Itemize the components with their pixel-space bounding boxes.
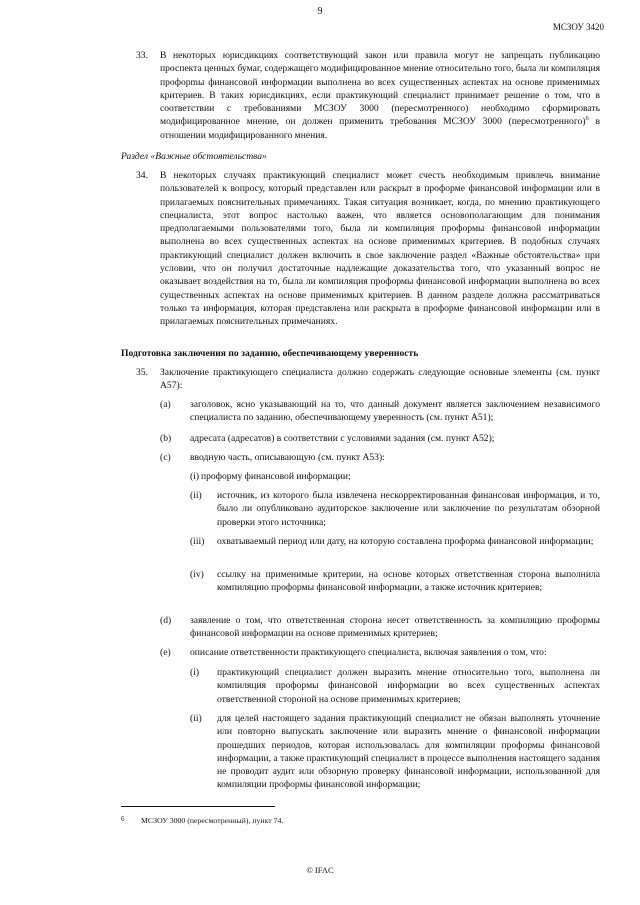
sub-item-label: (iii) [190, 536, 205, 547]
paragraph-35-intro: Заключение практикующего специалиста должно содержать следующие основные элементы (см. пункт А57): [160, 367, 600, 392]
sub-item: практикующий специалист должен выразить мнение относительно того, выполнена ли компиляция проформы финансовой информации во всех существенных аспектах ответственной стороной на основе применимых критериев; [217, 667, 600, 705]
paragraph-33 [160, 49, 600, 142]
sub-item: ссылку на применимые критерии, на основе которых ответственная сторона выполнила компиляцию проформы финансовой информации, а также источник критериев; [217, 569, 600, 594]
paragraph-33-text: В некоторых юрисдикциях соответствующий закон или правила могут не запрещать публикацию проспекта ценных бумаг, содержащего модифицированное мнение относительно того, была ли компиляция профорmы финансовой информации выполнена во всех существенных аспектах на основе применимых критериев. В таких юрисдикциях, если практикующий специалист принимает решение о том, что в соответствии с требованиями МСЗОУ 3000 (пересмотренного) необходимо сформировать модифицированное мнение, он должен применить требования МСЗОУ 3000 (пересмотренного) [160, 50, 600, 128]
list-item: описание ответственности практикующего специалиста, включая заявления о том, что: [190, 647, 547, 658]
list-item-label: (b) [160, 433, 172, 444]
list-item-label: (c) [160, 452, 171, 463]
page-number: 9 [317, 6, 323, 17]
paragraph-33-text-end: в отношении модифицированного мнения. [160, 116, 600, 141]
list-item: заголовок, ясно указывающий на то, что данный документ является заключением независимого специалиста по заданию, обеспечивающему уверенность (см. пункт А51); [190, 399, 600, 424]
paragraph-number: 34. [136, 170, 148, 181]
sub-item-label: (iv) [190, 569, 204, 580]
footnote-reference: 6 [585, 115, 589, 123]
page-footer: © IFAC [306, 865, 334, 875]
sub-item: проформу финансовой информации; [201, 471, 351, 482]
list-item: заявление о том, что ответственная сторона несет ответственность за компиляцию проформы финансовой информации на основе применимых критериев; [190, 615, 600, 640]
footnote-separator [121, 806, 275, 807]
footnote-text: МСЗОУ 3000 (пересмотренный), пункт 74. [141, 816, 284, 825]
sub-item-label: (ii) [190, 490, 202, 501]
sub-item: источник, из которого была извлечена нескорректированная финансовая информация, и то, было ли опубликовано аудиторское заключение или заключение по результатам обзорной проверки этого источника; [217, 490, 600, 528]
list-item-label: (a) [160, 399, 171, 410]
section-heading-report: Подготовка заключения по заданию, обеспечивающему уверенность [121, 348, 419, 359]
list-item: вводную часть, описывающую (см. пункт А53): [190, 452, 385, 463]
list-item: адресата (адресатов) в соответствии с условиями задания (см. пункт А52); [190, 433, 495, 444]
section-heading-emphasis: Раздел «Важные обстоятельства» [121, 151, 267, 162]
paragraph-34: В некоторых случаях практикующий специалист может счесть необходимым привлечь внимание пользователей к вопросу, который представлен или раскрыт в проформе финансовой информации или в прилагаемых пояснительных примечаниях. Такая ситуация возникает, когда, по мнению практикующего специалиста, этот вопрос настолько важен, что является основополагающим для понимания предполагаемыми пользователями того, была ли компиляция проформы финансовой информации выполнена во всех существенных аспектах на основе применимых критериев. В подобных случаях практикующий специалист должен включить в свое заключение раздел «Важные обстоятельства» при условии, что он получил достаточные надлежащие доказательства того, что указанный вопрос не оказывает воздействия на то, была ли компиляция проформы финансовой информации выполнена во всех существенных аспектах на основе применимых критериев. В данном разделе должна рассматриваться только та информация, которая представлена или раскрыта в проформе финансовой информации или в прилагаемых пояснительных примечаниях. [160, 170, 600, 328]
paragraph-number: 35. [136, 367, 148, 378]
document-code: МСЗОУ 3420 [552, 22, 604, 32]
list-item-label: (d) [160, 615, 172, 626]
footnote-number: 6 [121, 815, 125, 823]
sub-item-label: (i) [190, 667, 200, 678]
sub-item-label: (i) [190, 471, 200, 482]
sub-item-label: (ii) [190, 713, 202, 724]
list-item-label: (e) [160, 647, 171, 658]
sub-item: охватываемый период или дату, на которую составлена проформа финансовой информации; [217, 536, 594, 547]
paragraph-number: 33. [136, 50, 148, 61]
sub-item: для целей настоящего задания практикующий специалист не обязан выполнять уточнение или повторно выпускать заключение или выразить мнение о финансовой информации прошедших периодов, которая использовалась для компиляции проформы финансовой информации, а также практикующий специалист в процессе выполнения настоящего задания не проводит аудит или обзорную проверку финансовой информации, использованной для компиляции проформы финансовой информации; [217, 713, 600, 791]
